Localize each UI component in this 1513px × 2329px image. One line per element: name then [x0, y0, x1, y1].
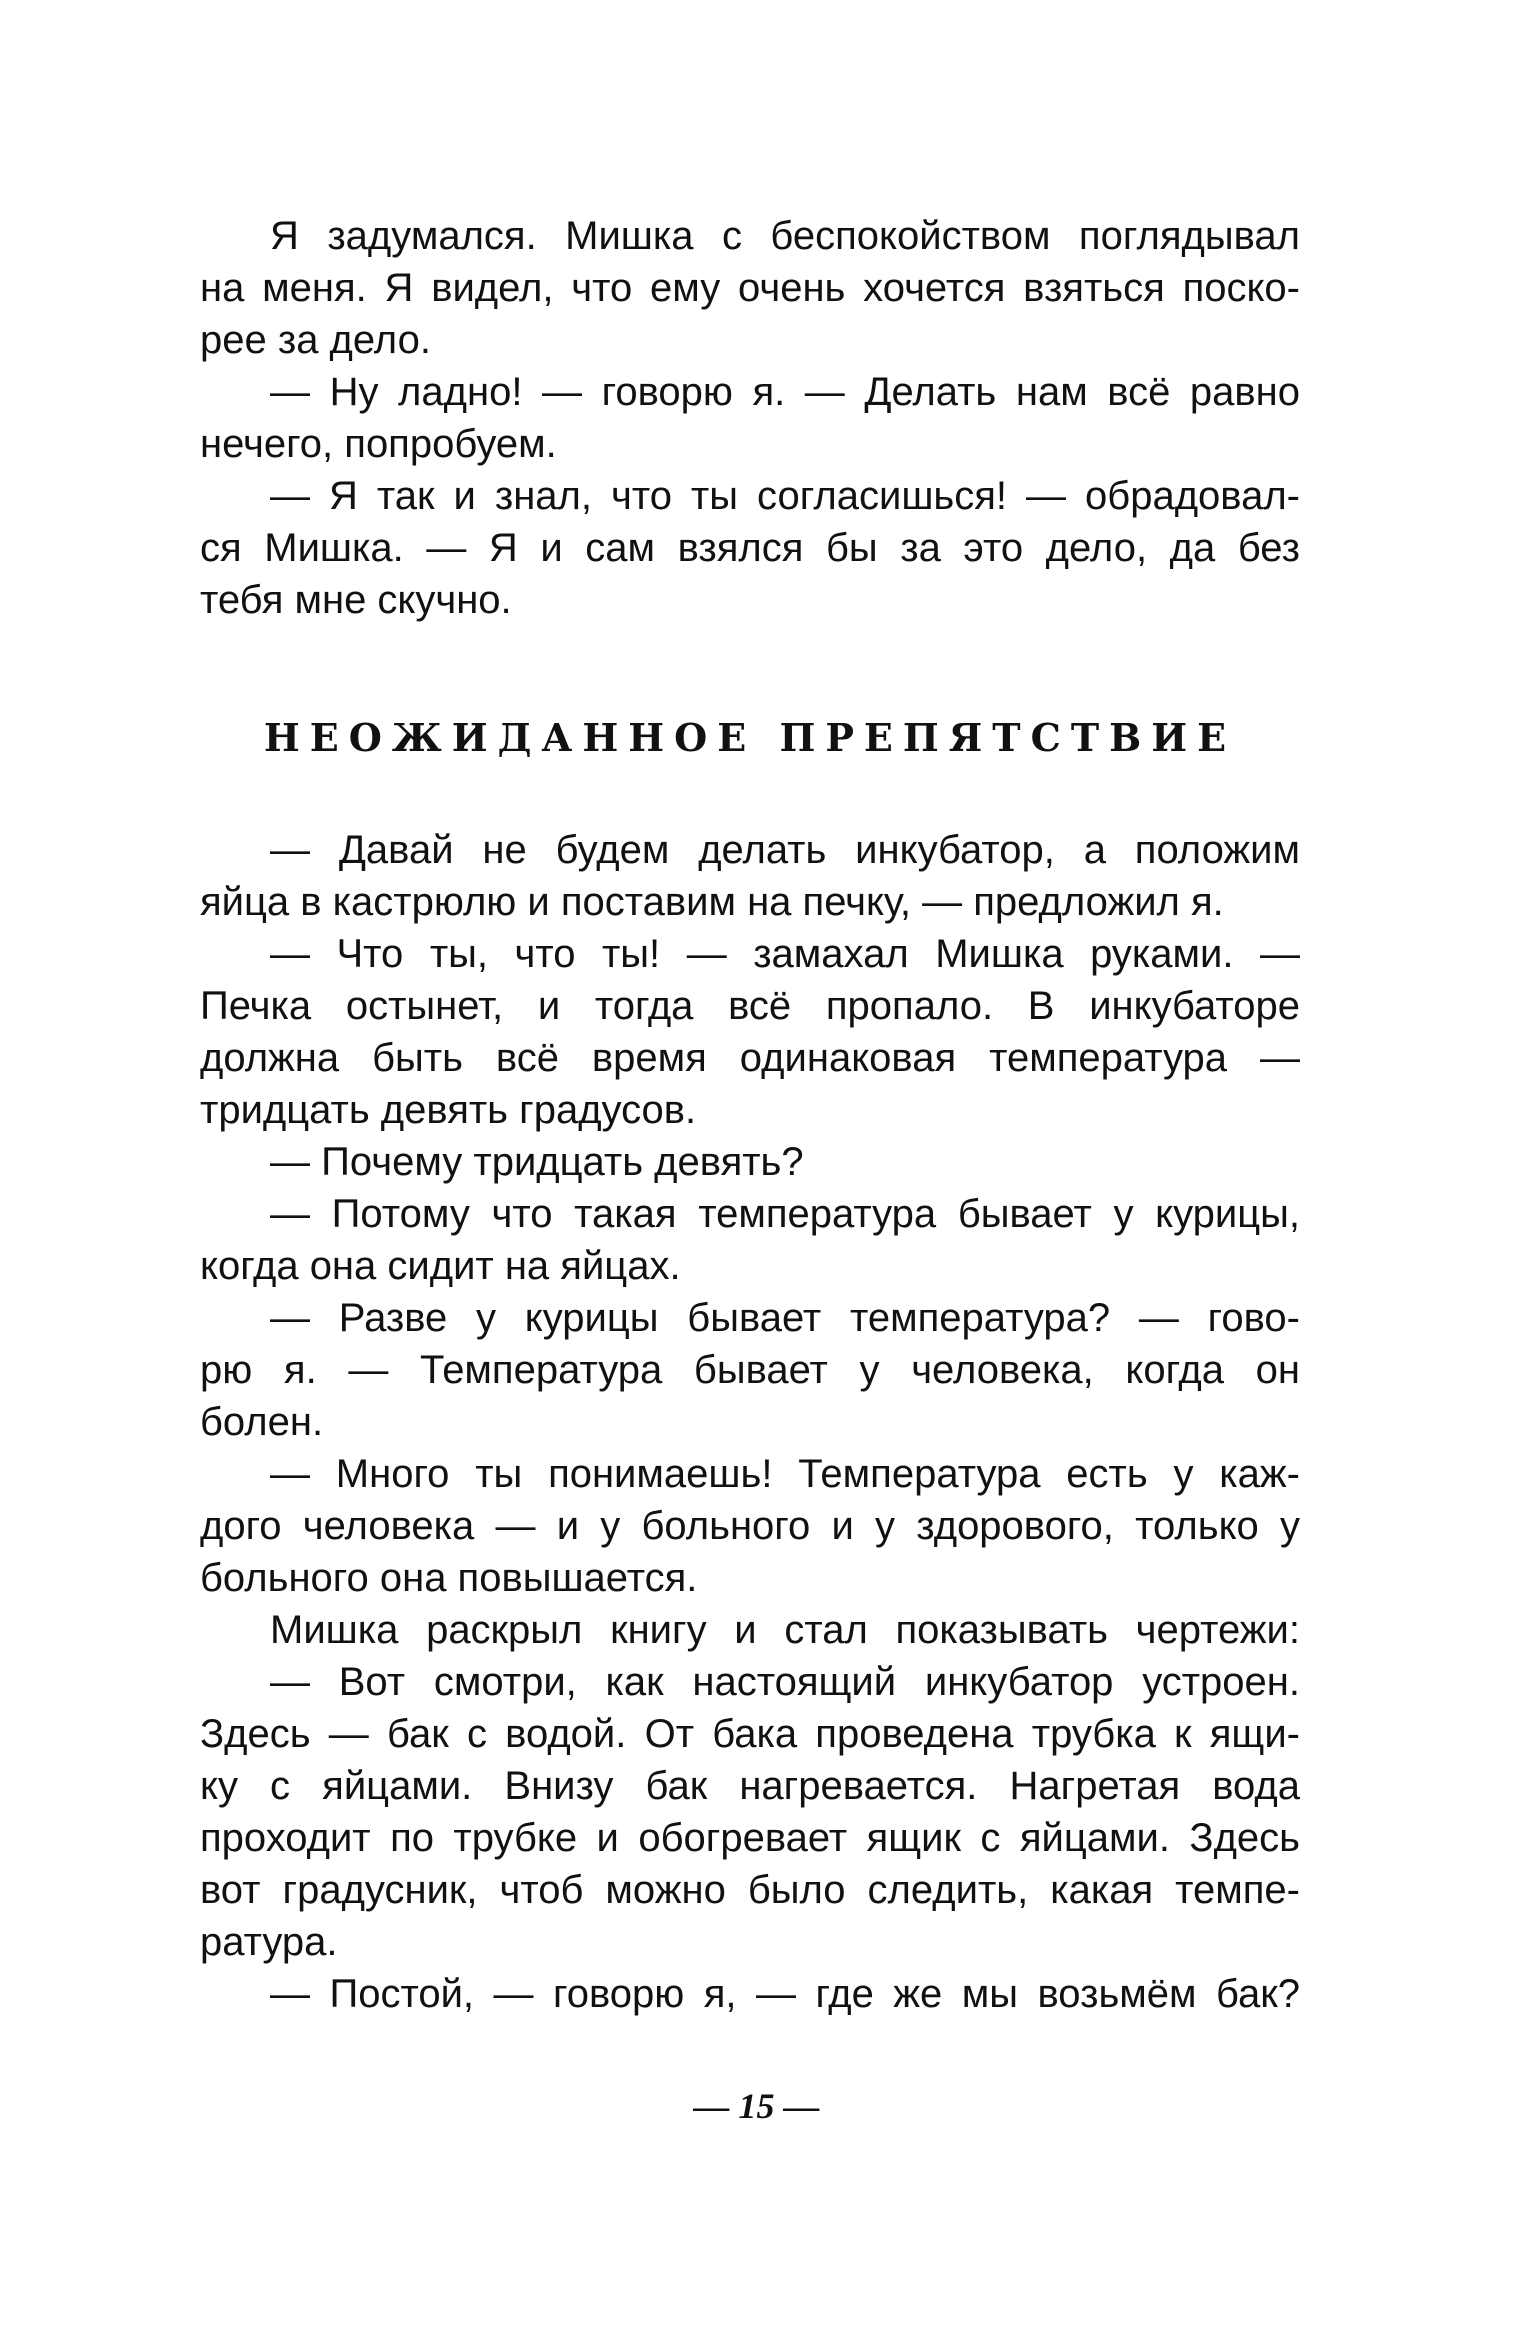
- page-number: — 15 —: [693, 2086, 820, 2126]
- book-page: [200, 210, 1300, 2020]
- text-line: ратура.: [200, 1920, 338, 1964]
- text-line: рю я. — Температура бывает у человека, когда он: [200, 1348, 1300, 1392]
- text-line: — Потому что такая температура бывает у курицы,: [270, 1192, 1300, 1236]
- text-line: ся Мишка. — Я и сам взялся бы за это дело, да без: [200, 526, 1300, 570]
- text-line: дого человека — и у больного и у здорового, только у: [200, 1504, 1300, 1548]
- text-line: — Ну ладно! — говорю я. — Делать нам всё равно: [270, 370, 1300, 414]
- text-line: — Что ты, что ты! — замахал Мишка руками. —: [270, 932, 1300, 976]
- text-line: рее за дело.: [200, 318, 431, 362]
- text-line: Здесь — бак с водой. От бака проведена трубка к ящи-: [200, 1712, 1300, 1756]
- text-line: — Разве у курицы бывает температура? — гово-: [270, 1296, 1300, 1340]
- text-line: яйца в кастрюлю и поставим на печку, — предложил я.: [200, 880, 1224, 924]
- text-block-chapter: [200, 824, 1300, 2020]
- text-line: тридцать девять градусов.: [200, 1088, 697, 1132]
- text-line: Печка остынет, и тогда всё пропало. В инкубаторе: [200, 984, 1300, 1028]
- text-line: болен.: [200, 1400, 324, 1444]
- text-line: когда она сидит на яйцах.: [200, 1244, 681, 1288]
- text-line: проходит по трубке и обогревает ящик с яйцами. Здесь: [200, 1816, 1300, 1860]
- text-line: — Много ты понимаешь! Температура есть у каж-: [270, 1452, 1300, 1496]
- text-line: — Я так и знал, что ты согласишься! — обрадовал-: [270, 474, 1300, 518]
- text-line: Я задумался. Мишка с беспокойством поглядывал: [270, 214, 1300, 258]
- text-line: на меня. Я видел, что ему очень хочется взяться поско-: [200, 266, 1300, 310]
- text-line: Мишка раскрыл книгу и стал показывать чертежи:: [270, 1608, 1300, 1652]
- chapter-heading: НЕОЖИДАННОЕ ПРЕПЯТСТВИЕ: [263, 715, 1237, 760]
- text-line: должна быть всё время одинаковая температура —: [200, 1036, 1300, 1080]
- text-line: нечего, попробуем.: [200, 422, 557, 466]
- text-line: ку с яйцами. Внизу бак нагревается. Нагретая вода: [200, 1764, 1300, 1808]
- text-line: — Вот смотри, как настоящий инкубатор устроен.: [270, 1660, 1300, 1704]
- text-block-opening: [200, 210, 1300, 626]
- text-line: — Давай не будем делать инкубатор, а положим: [270, 828, 1300, 872]
- text-line: — Почему тридцать девять?: [270, 1140, 804, 1184]
- text-line: вот градусник, чтоб можно было следить, какая темпе-: [200, 1868, 1300, 1912]
- text-line: больного она повышается.: [200, 1556, 698, 1600]
- text-line: — Постой, — говорю я, — где же мы возьмём бак?: [270, 1972, 1300, 2016]
- text-line: тебя мне скучно.: [200, 578, 512, 622]
